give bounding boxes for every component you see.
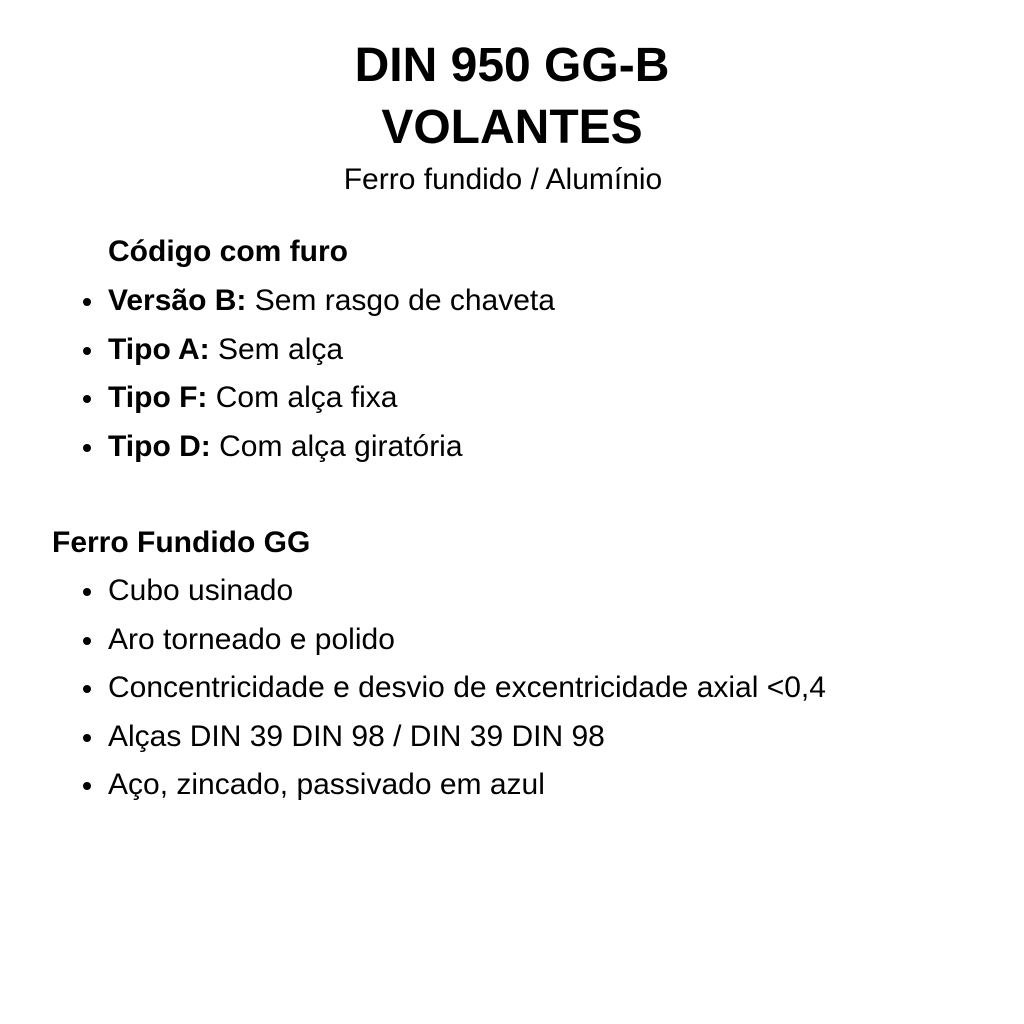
item-text: Cubo usinado [108, 574, 294, 607]
bullet-icon [83, 298, 91, 306]
list-item [0, 567, 826, 616]
item-text: Com alça giratória [210, 429, 463, 463]
item-text: Com alça fixa [207, 381, 398, 414]
item-label: Versão B: [108, 284, 247, 317]
bullet-icon [83, 347, 91, 355]
ferro-list [0, 567, 826, 810]
bullet-icon [83, 444, 91, 452]
list-item [0, 761, 826, 810]
page-title-line-2: VOLANTES [381, 101, 643, 154]
item-label: Tipo D: [108, 429, 211, 463]
bullet-icon [83, 685, 91, 693]
item-label: Tipo A: [108, 332, 210, 366]
codigo-list [0, 277, 555, 471]
bullet-icon [83, 588, 91, 596]
item-text: Alças DIN 39 DIN 98 / DIN 39 DIN 98 [108, 719, 605, 753]
list-item [0, 374, 555, 423]
page-title-line-1: DIN 950 GG-B [354, 39, 670, 92]
list-item [0, 713, 826, 762]
list-item [0, 616, 826, 665]
item-label: Tipo F: [108, 381, 208, 414]
bullet-icon [83, 734, 91, 742]
item-text: Aço, zincado, passivado em azul [108, 768, 545, 801]
item-text: Sem rasgo de chaveta [246, 284, 555, 317]
bullet-icon [83, 782, 91, 790]
list-item [0, 664, 826, 713]
bullet-icon [83, 395, 91, 403]
item-text: Concentricidade e desvio de excentricidade axial <0,4 [108, 671, 826, 704]
item-text: Aro torneado e polido [108, 622, 395, 656]
list-item [0, 277, 555, 326]
list-item [0, 326, 555, 375]
codigo-section-heading: Código com furo [108, 235, 348, 268]
page-subtitle: Ferro fundido / Alumínio [343, 163, 663, 196]
list-item [0, 423, 555, 472]
item-text: Sem alça [209, 332, 344, 366]
bullet-icon [83, 637, 91, 645]
ferro-section-heading: Ferro Fundido GG [52, 526, 311, 559]
